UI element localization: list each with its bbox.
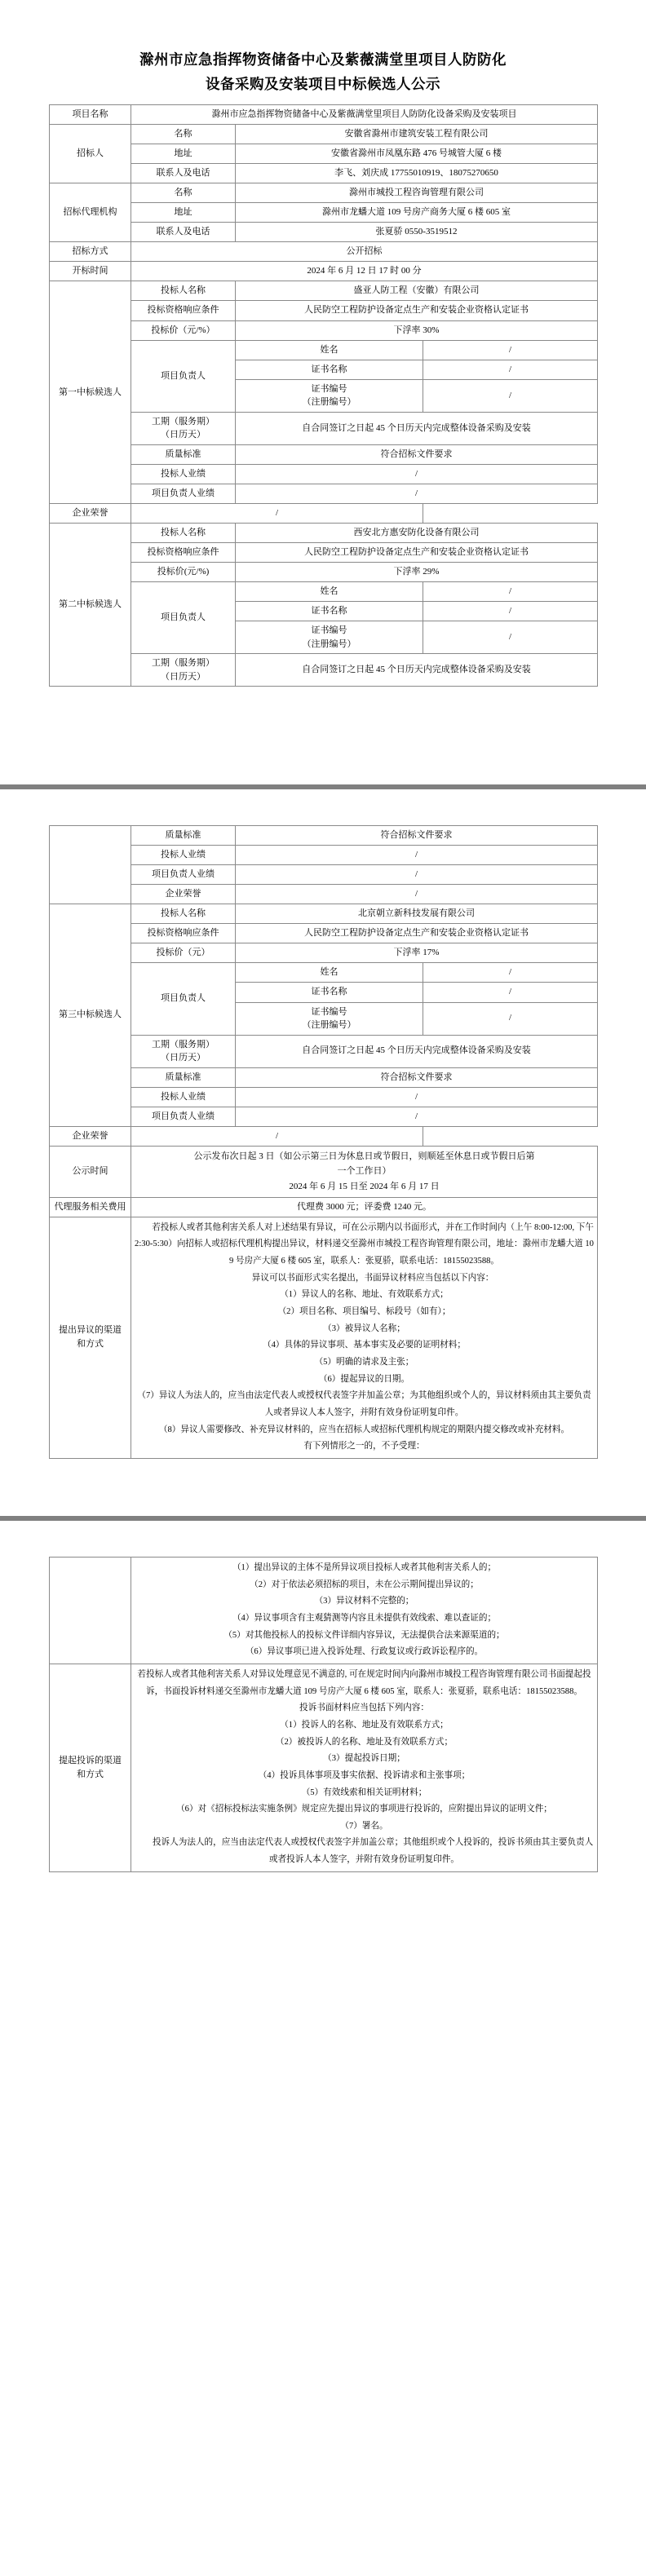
complaint-paragraph-1: 若投标人或者其他利害关系人对异议处理意见不满意的, 可在规定时间内向滁州市城投工程咨询管理有限公司书面提起投诉，书面投诉材料递交至滁州市龙蟠大道 109 号房产大厦 6 楼 605 室，联系人：张夏骄，联系电话：18155023588。 xyxy=(137,1669,591,1696)
objection-item: （4）具体的异议事项、基本事实及必要的证明材料； xyxy=(263,1341,466,1350)
value-c2-pm-name: / xyxy=(423,581,598,601)
label-complaint-channel-line-1: 提起投诉的渠道 xyxy=(59,1755,122,1765)
table-row xyxy=(50,1146,598,1197)
objection-item: （1）异议人的名称、地址、有效联系方式； xyxy=(280,1290,449,1300)
value-c3-duration: 自合同签订之日起 45 个日历天内完成整体设备采购及安装 xyxy=(236,1035,598,1067)
label-objection-channel-line-1: 提出异议的渠道 xyxy=(59,1325,122,1336)
label-candidate-2-cont xyxy=(50,826,131,904)
table-row xyxy=(50,340,598,360)
label-c3-cert-no-line-2: （注册编号） xyxy=(302,1020,356,1030)
value-c3-cert-no: / xyxy=(423,1002,598,1035)
table-row xyxy=(50,144,598,164)
complaint-paragraph-3: 投诉人为法人的，应当由法定代表人或授权代表签字并加盖公章；其他组织或个人投诉的，投诉书须由其主要负责人或者投诉人本人签字，并附有效身份证明复印件。 xyxy=(152,1838,594,1865)
table-row xyxy=(50,1664,598,1871)
complaint-item: （4）投诉具体事项及事实依据、投诉请求和主张事项； xyxy=(258,1770,471,1780)
label-open-time: 开标时间 xyxy=(50,262,131,281)
table-row xyxy=(50,1126,598,1146)
value-agency-name: 滁州市城投工程咨询管理有限公司 xyxy=(236,183,598,203)
objection-item: （7）异议人为法人的，应当由法定代表人或授权代表签字并加盖公章；为其他组织或个人的，异议材料须由其主要负责人或者异议人本人签字，并附有效身份证明复印件。 xyxy=(137,1391,591,1418)
label-c2-honor: 企业荣誉 xyxy=(131,885,236,904)
label-c1-qualification: 投标资格响应条件 xyxy=(131,301,236,320)
label-c3-duration-line-1: 工期（服务期） xyxy=(152,1039,215,1049)
label-c3-bid-price: 投标价（元） xyxy=(131,943,236,963)
complaint-item: （3）提起投诉日期； xyxy=(323,1754,405,1764)
label-candidate-2: 第二中标候选人 xyxy=(50,523,131,686)
objection-paragraph-3: 有下列情形之一的，不予受理： xyxy=(303,1442,425,1451)
label-c3-cert-no-line-1: 证书编号 xyxy=(311,1006,347,1017)
label-c2-cert-no-line-1: 证书编号 xyxy=(311,625,347,636)
objection-paragraph-2: 异议可以书面形式实名提出，书面异议材料应当包括以下内容： xyxy=(251,1273,494,1283)
value-c1-quality: 符合招标文件要求 xyxy=(236,444,598,464)
table-row xyxy=(50,1217,598,1458)
value-open-time: 2024 年 6 月 12 日 17 时 00 分 xyxy=(131,262,598,281)
table-row xyxy=(50,846,598,865)
publicity-line-1: 公示发布次日起 3 日（如公示第三日为休息日或节假日，则顺延至休息日或节假日后第 xyxy=(193,1151,535,1161)
label-bid-method: 招标方式 xyxy=(50,242,131,262)
table-row xyxy=(50,412,598,444)
value-c2-duration: 自合同签订之日起 45 个日历天内完成整体设备采购及安装 xyxy=(236,654,598,687)
label-tenderee-contact: 联系人及电话 xyxy=(131,164,236,183)
table-row xyxy=(50,262,598,281)
value-c1-bidder-perf: / xyxy=(236,464,598,484)
table-row xyxy=(50,242,598,262)
value-agency-contact: 张夏骄 0550-3519512 xyxy=(236,223,598,242)
label-c1-quality: 质量标准 xyxy=(131,444,236,464)
value-c2-quality: 符合招标文件要求 xyxy=(236,826,598,846)
label-c2-bid-price: 投标价(元/%) xyxy=(131,562,236,581)
label-c1-pm-name: 姓名 xyxy=(236,340,423,360)
objection-nonacceptance-item: （2）对于依法必须招标的项目，未在公示期间提出异议的； xyxy=(250,1580,479,1589)
value-c3-honor: / xyxy=(131,1126,423,1146)
label-c3-cert-name: 证书名称 xyxy=(236,983,423,1002)
label-c1-duration-line-1: 工期（服务期） xyxy=(152,416,215,426)
value-tenderee-contact: 李飞、刘庆成 17755010919、18075270650 xyxy=(236,164,598,183)
value-agency-fee: 代理费 3000 元；评委费 1240 元。 xyxy=(131,1197,598,1217)
table-row xyxy=(50,581,598,601)
value-c3-pm-name: / xyxy=(423,963,598,983)
objection-nonacceptance-item: （6）异议事项已进入投诉处理、行政复议或行政诉讼程序的。 xyxy=(245,1647,484,1657)
label-c3-bidder-name: 投标人名称 xyxy=(131,904,236,924)
value-c2-bidder-perf: / xyxy=(236,846,598,865)
label-c2-pm-name: 姓名 xyxy=(236,581,423,601)
label-c3-quality: 质量标准 xyxy=(131,1067,236,1087)
table-row xyxy=(50,281,598,301)
value-c1-honor: / xyxy=(131,503,423,523)
label-c3-bidder-perf: 投标人业绩 xyxy=(131,1087,236,1107)
label-c3-duration xyxy=(131,1035,236,1067)
table-row xyxy=(50,1107,598,1126)
table-row xyxy=(50,125,598,144)
value-bid-method: 公开招标 xyxy=(131,242,598,262)
value-c1-duration: 自合同签订之日起 45 个日历天内完成整体设备采购及安装 xyxy=(236,412,598,444)
label-c2-pm-perf: 项目负责人业绩 xyxy=(131,865,236,885)
table-row xyxy=(50,885,598,904)
table-row xyxy=(50,523,598,542)
label-c3-project-manager: 项目负责人 xyxy=(131,963,236,1035)
page-title-line-2: 设备采购及安装项目中标候选人公示 xyxy=(206,76,440,92)
table-row xyxy=(50,865,598,885)
value-c3-bidder-name: 北京朝立新科技发展有限公司 xyxy=(236,904,598,924)
label-c2-cert-no xyxy=(236,621,423,654)
table-row xyxy=(50,654,598,687)
table-row xyxy=(50,484,598,503)
objection-nonacceptance-item: （1）提出异议的主体不是所异议项目投标人或者其他利害关系人的； xyxy=(232,1562,497,1572)
value-agency-address: 滁州市龙蟠大道 109 号房产商务大厦 6 楼 605 室 xyxy=(236,203,598,223)
value-c1-bidder-name: 盛亚人防工程（安徽）有限公司 xyxy=(236,281,598,301)
objection-item: （2）项目名称、项目编号、标段号（如有）； xyxy=(277,1307,451,1317)
value-c2-bid-price: 下浮率 29% xyxy=(236,562,598,581)
page-1 xyxy=(0,0,646,784)
label-c3-pm-perf: 项目负责人业绩 xyxy=(131,1107,236,1126)
label-c1-bid-price: 投标价（元/%） xyxy=(131,320,236,340)
label-c1-honor: 企业荣誉 xyxy=(50,503,131,523)
value-c2-bidder-name: 西安北方惠安防化设备有限公司 xyxy=(236,523,598,542)
label-c3-pm-name: 姓名 xyxy=(236,963,423,983)
objection-nonacceptance-item: （4）异议事项含有主观猜测等内容且未提供有效线索、难以查证的； xyxy=(232,1613,497,1623)
objection-item: （3）被异议人名称； xyxy=(323,1323,405,1333)
table-row xyxy=(50,203,598,223)
label-objection-channel xyxy=(50,1217,131,1458)
label-c2-duration-line-2: （日历天） xyxy=(161,671,206,682)
label-c3-cert-no xyxy=(236,1002,423,1035)
label-c2-duration-line-1: 工期（服务期） xyxy=(152,658,215,669)
label-c1-cert-no-line-1: 证书编号 xyxy=(311,383,347,394)
table-row xyxy=(50,183,598,203)
label-c1-pm-perf: 项目负责人业绩 xyxy=(131,484,236,503)
label-c2-bidder-perf: 投标人业绩 xyxy=(131,846,236,865)
table-row xyxy=(50,1087,598,1107)
label-c1-duration xyxy=(131,412,236,444)
table-row xyxy=(50,105,598,125)
label-agency-address: 地址 xyxy=(131,203,236,223)
label-c1-cert-no-line-2: （注册编号） xyxy=(302,397,356,408)
page-2 xyxy=(0,789,646,1516)
label-complaint-channel-line-2: 和方式 xyxy=(77,1769,104,1779)
publicity-line-2: 一个工作日） xyxy=(337,1166,392,1177)
label-candidate-3: 第三中标候选人 xyxy=(50,904,131,1126)
table-row xyxy=(50,464,598,484)
value-c2-honor: / xyxy=(236,885,598,904)
label-c2-cert-no-line-2: （注册编号） xyxy=(302,638,356,649)
value-c2-cert-no: / xyxy=(423,621,598,654)
label-c2-cert-name: 证书名称 xyxy=(236,602,423,621)
label-tenderee: 招标人 xyxy=(50,125,131,183)
label-agency-contact: 联系人及电话 xyxy=(131,223,236,242)
value-c1-cert-no: / xyxy=(423,379,598,412)
value-project-name: 滁州市应急指挥物资储备中心及紫薇满堂里项目人防防化设备采购及安装项目 xyxy=(131,105,598,125)
label-c1-bidder-name: 投标人名称 xyxy=(131,281,236,301)
value-c3-bid-price: 下浮率 17% xyxy=(236,943,598,963)
label-c2-bidder-name: 投标人名称 xyxy=(131,523,236,542)
table-row xyxy=(50,943,598,963)
objection-nonacceptance-item: （5）对其他投标人的投标文件详细内容异议，无法提供合法来源渠道的； xyxy=(223,1630,505,1640)
value-tenderee-address: 安徽省滁州市凤凰东路 476 号城管大厦 6 楼 xyxy=(236,144,598,164)
value-tenderee-name: 安徽省滁州市建筑安装工程有限公司 xyxy=(236,125,598,144)
complaint-item: （7）署名。 xyxy=(340,1821,388,1831)
label-c2-quality: 质量标准 xyxy=(131,826,236,846)
objection-item: （5）明确的请求及主张； xyxy=(314,1358,414,1368)
label-c1-project-manager: 项目负责人 xyxy=(131,340,236,412)
value-c3-pm-perf: / xyxy=(236,1107,598,1126)
complaint-item: （5）有效线索和相关证明材料； xyxy=(301,1787,427,1797)
value-c2-pm-perf: / xyxy=(236,865,598,885)
bid-announcement-table-page-3 xyxy=(49,1557,598,1872)
label-agency: 招标代理机构 xyxy=(50,183,131,242)
objection-item: （8）异议人需要修改、补充异议材料的，应当在招标人或招标代理机构规定的期限内提交修改或补充材料。 xyxy=(158,1425,570,1434)
value-c1-pm-name: / xyxy=(423,340,598,360)
label-c2-project-manager: 项目负责人 xyxy=(131,581,236,653)
page-3 xyxy=(0,1521,646,2117)
value-c2-qualification: 人民防空工程防护设备定点生产和安装企业资格认定证书 xyxy=(236,542,598,562)
objection-item: （6）提起异议的日期。 xyxy=(318,1374,410,1384)
bid-announcement-table-page-2 xyxy=(49,825,598,1459)
label-objection-channel-cont xyxy=(50,1557,131,1664)
label-c2-duration xyxy=(131,654,236,687)
label-agency-name: 名称 xyxy=(131,183,236,203)
label-c3-qualification: 投标资格响应条件 xyxy=(131,924,236,943)
complaint-item: （1）投诉人的名称、地址及有效联系方式； xyxy=(280,1720,449,1730)
value-c3-qualification: 人民防空工程防护设备定点生产和安装企业资格认定证书 xyxy=(236,924,598,943)
table-row xyxy=(50,924,598,943)
objection-paragraph-1: 若投标人或者其他利害关系人对上述结果有异议，可在公示期内以书面形式，并在工作时间内（上午 8:00-12:00, 下午 2:30-5:30）向招标人或招标代理机构提出异议，材料递交至滁州市城投工程咨询管理有限公司，地址：滁州市龙蟠大道 109 号房产大厦 6 楼 605 室，联系人：张夏骄，联系电话：18155023588。 xyxy=(135,1222,594,1266)
table-row xyxy=(50,223,598,242)
complaint-item: （6）对《招标投标法实施条例》规定应先提出异议的事项进行投诉的，应附提出异议的证明文件； xyxy=(176,1805,552,1814)
table-row xyxy=(50,503,598,523)
value-c1-pm-perf: / xyxy=(236,484,598,503)
label-c1-cert-no xyxy=(236,379,423,412)
value-c2-cert-name: / xyxy=(423,602,598,621)
bid-announcement-table-page-1 xyxy=(49,104,598,687)
label-c1-duration-line-2: （日历天） xyxy=(161,430,206,440)
label-candidate-1: 第一中标候选人 xyxy=(50,281,131,503)
label-tenderee-name: 名称 xyxy=(131,125,236,144)
table-row xyxy=(50,1197,598,1217)
page-title xyxy=(49,0,597,104)
value-complaint-channel xyxy=(131,1664,598,1871)
label-objection-channel-line-2: 和方式 xyxy=(77,1339,104,1350)
table-row xyxy=(50,301,598,320)
table-row xyxy=(50,1557,598,1664)
table-row xyxy=(50,904,598,924)
table-row xyxy=(50,562,598,581)
label-c1-bidder-perf: 投标人业绩 xyxy=(131,464,236,484)
value-c1-qualification: 人民防空工程防护设备定点生产和安装企业资格认定证书 xyxy=(236,301,598,320)
value-publicity-time xyxy=(131,1146,598,1197)
label-publicity-time: 公示时间 xyxy=(50,1146,131,1197)
complaint-item: （2）被投诉人的名称、地址及有效联系方式； xyxy=(275,1737,454,1747)
label-c3-honor: 企业荣誉 xyxy=(50,1126,131,1146)
value-c3-quality: 符合招标文件要求 xyxy=(236,1067,598,1087)
value-c1-bid-price: 下浮率 30% xyxy=(236,320,598,340)
label-c2-qualification: 投标资格响应条件 xyxy=(131,542,236,562)
table-row xyxy=(50,164,598,183)
table-row xyxy=(50,963,598,983)
publicity-line-3: 2024 年 6 月 15 日至 2024 年 6 月 17 日 xyxy=(289,1182,440,1192)
table-row xyxy=(50,1035,598,1067)
table-row xyxy=(50,1067,598,1087)
value-c3-cert-name: / xyxy=(423,983,598,1002)
objection-nonacceptance-item: （3）异议材料不完整的； xyxy=(314,1597,414,1606)
table-row xyxy=(50,542,598,562)
label-project-name: 项目名称 xyxy=(50,105,131,125)
complaint-paragraph-2: 投诉书面材料应当包括下列内容： xyxy=(299,1703,429,1713)
page-title-line-1: 滁州市应急指挥物资储备中心及紫薇满堂里项目人防防化 xyxy=(139,51,507,68)
value-c1-cert-name: / xyxy=(423,360,598,379)
label-c3-duration-line-2: （日历天） xyxy=(161,1053,206,1063)
table-row xyxy=(50,320,598,340)
value-objection-nonacceptance xyxy=(131,1557,598,1664)
label-tenderee-address: 地址 xyxy=(131,144,236,164)
value-objection-channel xyxy=(131,1217,598,1458)
value-c3-bidder-perf: / xyxy=(236,1087,598,1107)
table-row xyxy=(50,444,598,464)
label-agency-fee: 代理服务相关费用 xyxy=(50,1197,131,1217)
label-c1-cert-name: 证书名称 xyxy=(236,360,423,379)
label-complaint-channel xyxy=(50,1664,131,1871)
table-row xyxy=(50,826,598,846)
